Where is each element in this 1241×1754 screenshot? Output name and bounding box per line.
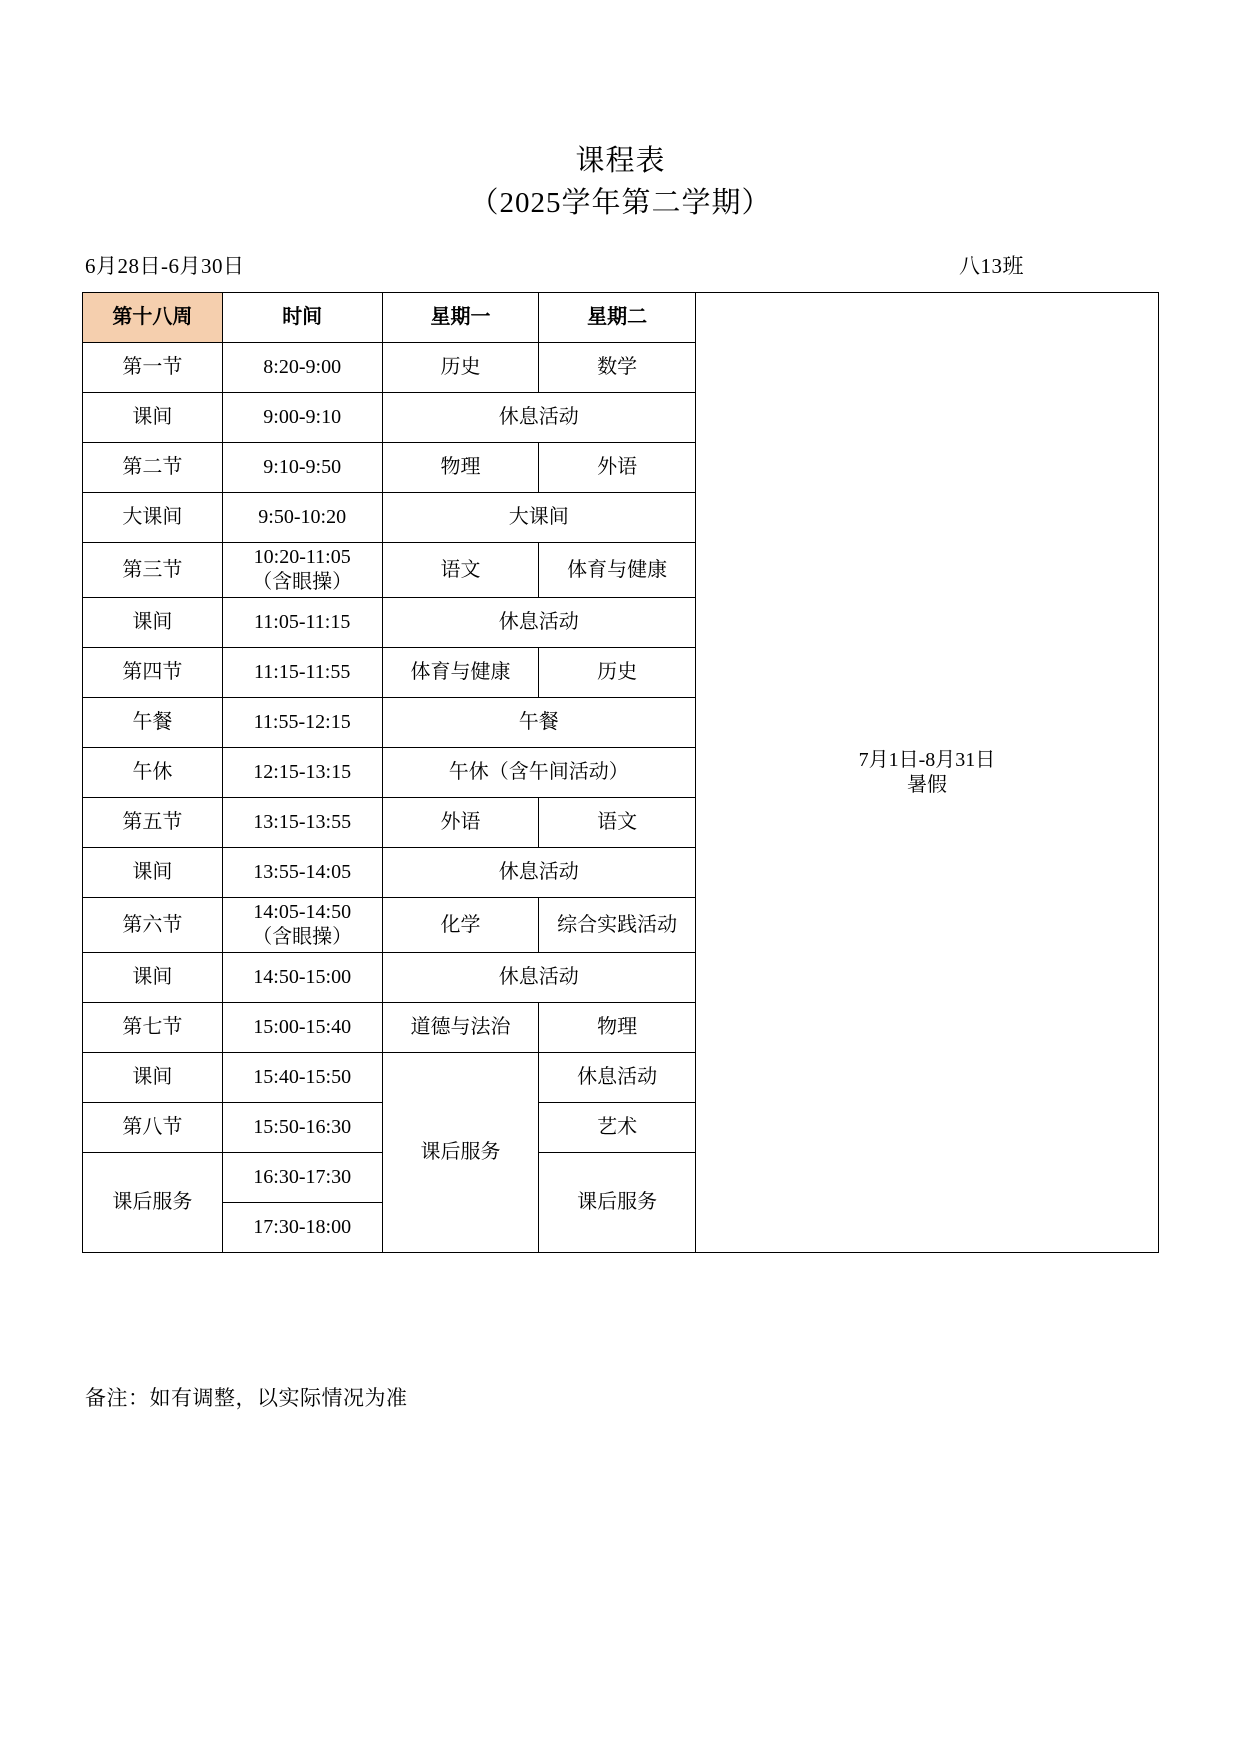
header-tuesday: 星期二 [539,293,696,343]
row-time-line2: （含眼操） [252,926,353,948]
row-monday: 历史 [382,343,539,393]
row-monday: 物理 [382,443,539,493]
class-name: 八13班 [959,254,1024,278]
row-section: 课后服务 [83,1153,223,1253]
row-time-line1: 14:05-14:50 [253,901,352,923]
row-time: 15:40-15:50 [222,1053,382,1103]
row-monday: 外语 [382,798,539,848]
monday-after-school: 课后服务 [382,1053,539,1253]
row-tuesday: 历史 [539,648,696,698]
row-time: 13:15-13:55 [222,798,382,848]
row-section: 第二节 [83,443,223,493]
row-section: 午餐 [83,698,223,748]
row-section: 第三节 [83,543,223,598]
row-time: 16:30-17:30 [222,1153,382,1203]
row-monday: 道德与法治 [382,1003,539,1053]
vacation-dates: 7月1日-8月31日 [858,748,996,771]
row-section: 第六节 [83,898,223,953]
vacation-cell [695,293,1158,1253]
table-header-row [83,293,1159,343]
row-time: 13:55-14:05 [222,848,382,898]
row-tuesday: 语文 [539,798,696,848]
row-section: 第一节 [83,343,223,393]
row-tuesday: 物理 [539,1003,696,1053]
row-monday: 体育与健康 [382,648,539,698]
row-span: 休息活动 [382,848,695,898]
row-span: 午休（含午间活动） [382,748,695,798]
row-time: 11:05-11:15 [222,598,382,648]
meta-row [85,250,1158,280]
row-section: 第四节 [83,648,223,698]
row-time: 17:30-18:00 [222,1203,382,1253]
row-tuesday: 外语 [539,443,696,493]
row-span: 大课间 [382,493,695,543]
row-section: 第八节 [83,1103,223,1153]
row-monday: 化学 [382,898,539,953]
row-time: 11:55-12:15 [222,698,382,748]
row-time [222,898,382,953]
schedule-table [82,292,1159,1253]
row-time: 15:00-15:40 [222,1003,382,1053]
row-monday: 语文 [382,543,539,598]
row-tuesday: 综合实践活动 [539,898,696,953]
vacation-label: 暑假 [906,773,947,796]
header-time: 时间 [222,293,382,343]
row-span: 午餐 [382,698,695,748]
row-time: 9:50-10:20 [222,493,382,543]
page-title [0,140,1241,224]
title-subtitle: （2025学年第二学期） [469,187,772,220]
row-time [222,543,382,598]
title-main: 课程表 [575,145,666,177]
row-span: 休息活动 [382,598,695,648]
header-monday: 星期一 [382,293,539,343]
header-week: 第十八周 [83,293,223,343]
row-tuesday: 艺术 [539,1103,696,1153]
row-section: 第七节 [83,1003,223,1053]
row-section: 课间 [83,393,223,443]
row-time: 9:10-9:50 [222,443,382,493]
row-time: 15:50-16:30 [222,1103,382,1153]
row-time: 9:00-9:10 [222,393,382,443]
date-range: 6月28日-6月30日 [85,254,245,278]
row-tuesday: 体育与健康 [539,543,696,598]
footer-note: 备注：如有调整，以实际情况为准 [85,1386,408,1410]
schedule-table-wrap [82,292,1159,1253]
row-section: 课间 [83,1053,223,1103]
row-time-line1: 10:20-11:05 [253,546,351,568]
row-section: 课间 [83,598,223,648]
row-section: 大课间 [83,493,223,543]
row-tuesday: 休息活动 [539,1053,696,1103]
tuesday-after-school: 课后服务 [539,1153,696,1253]
row-section: 课间 [83,953,223,1003]
row-time-line2: （含眼操） [252,571,353,593]
row-span: 休息活动 [382,953,695,1003]
row-time: 12:15-13:15 [222,748,382,798]
row-section: 课间 [83,848,223,898]
row-time: 8:20-9:00 [222,343,382,393]
row-time: 11:15-11:55 [222,648,382,698]
row-tuesday: 数学 [539,343,696,393]
row-span: 休息活动 [382,393,695,443]
row-time: 14:50-15:00 [222,953,382,1003]
row-section: 午休 [83,748,223,798]
row-section: 第五节 [83,798,223,848]
